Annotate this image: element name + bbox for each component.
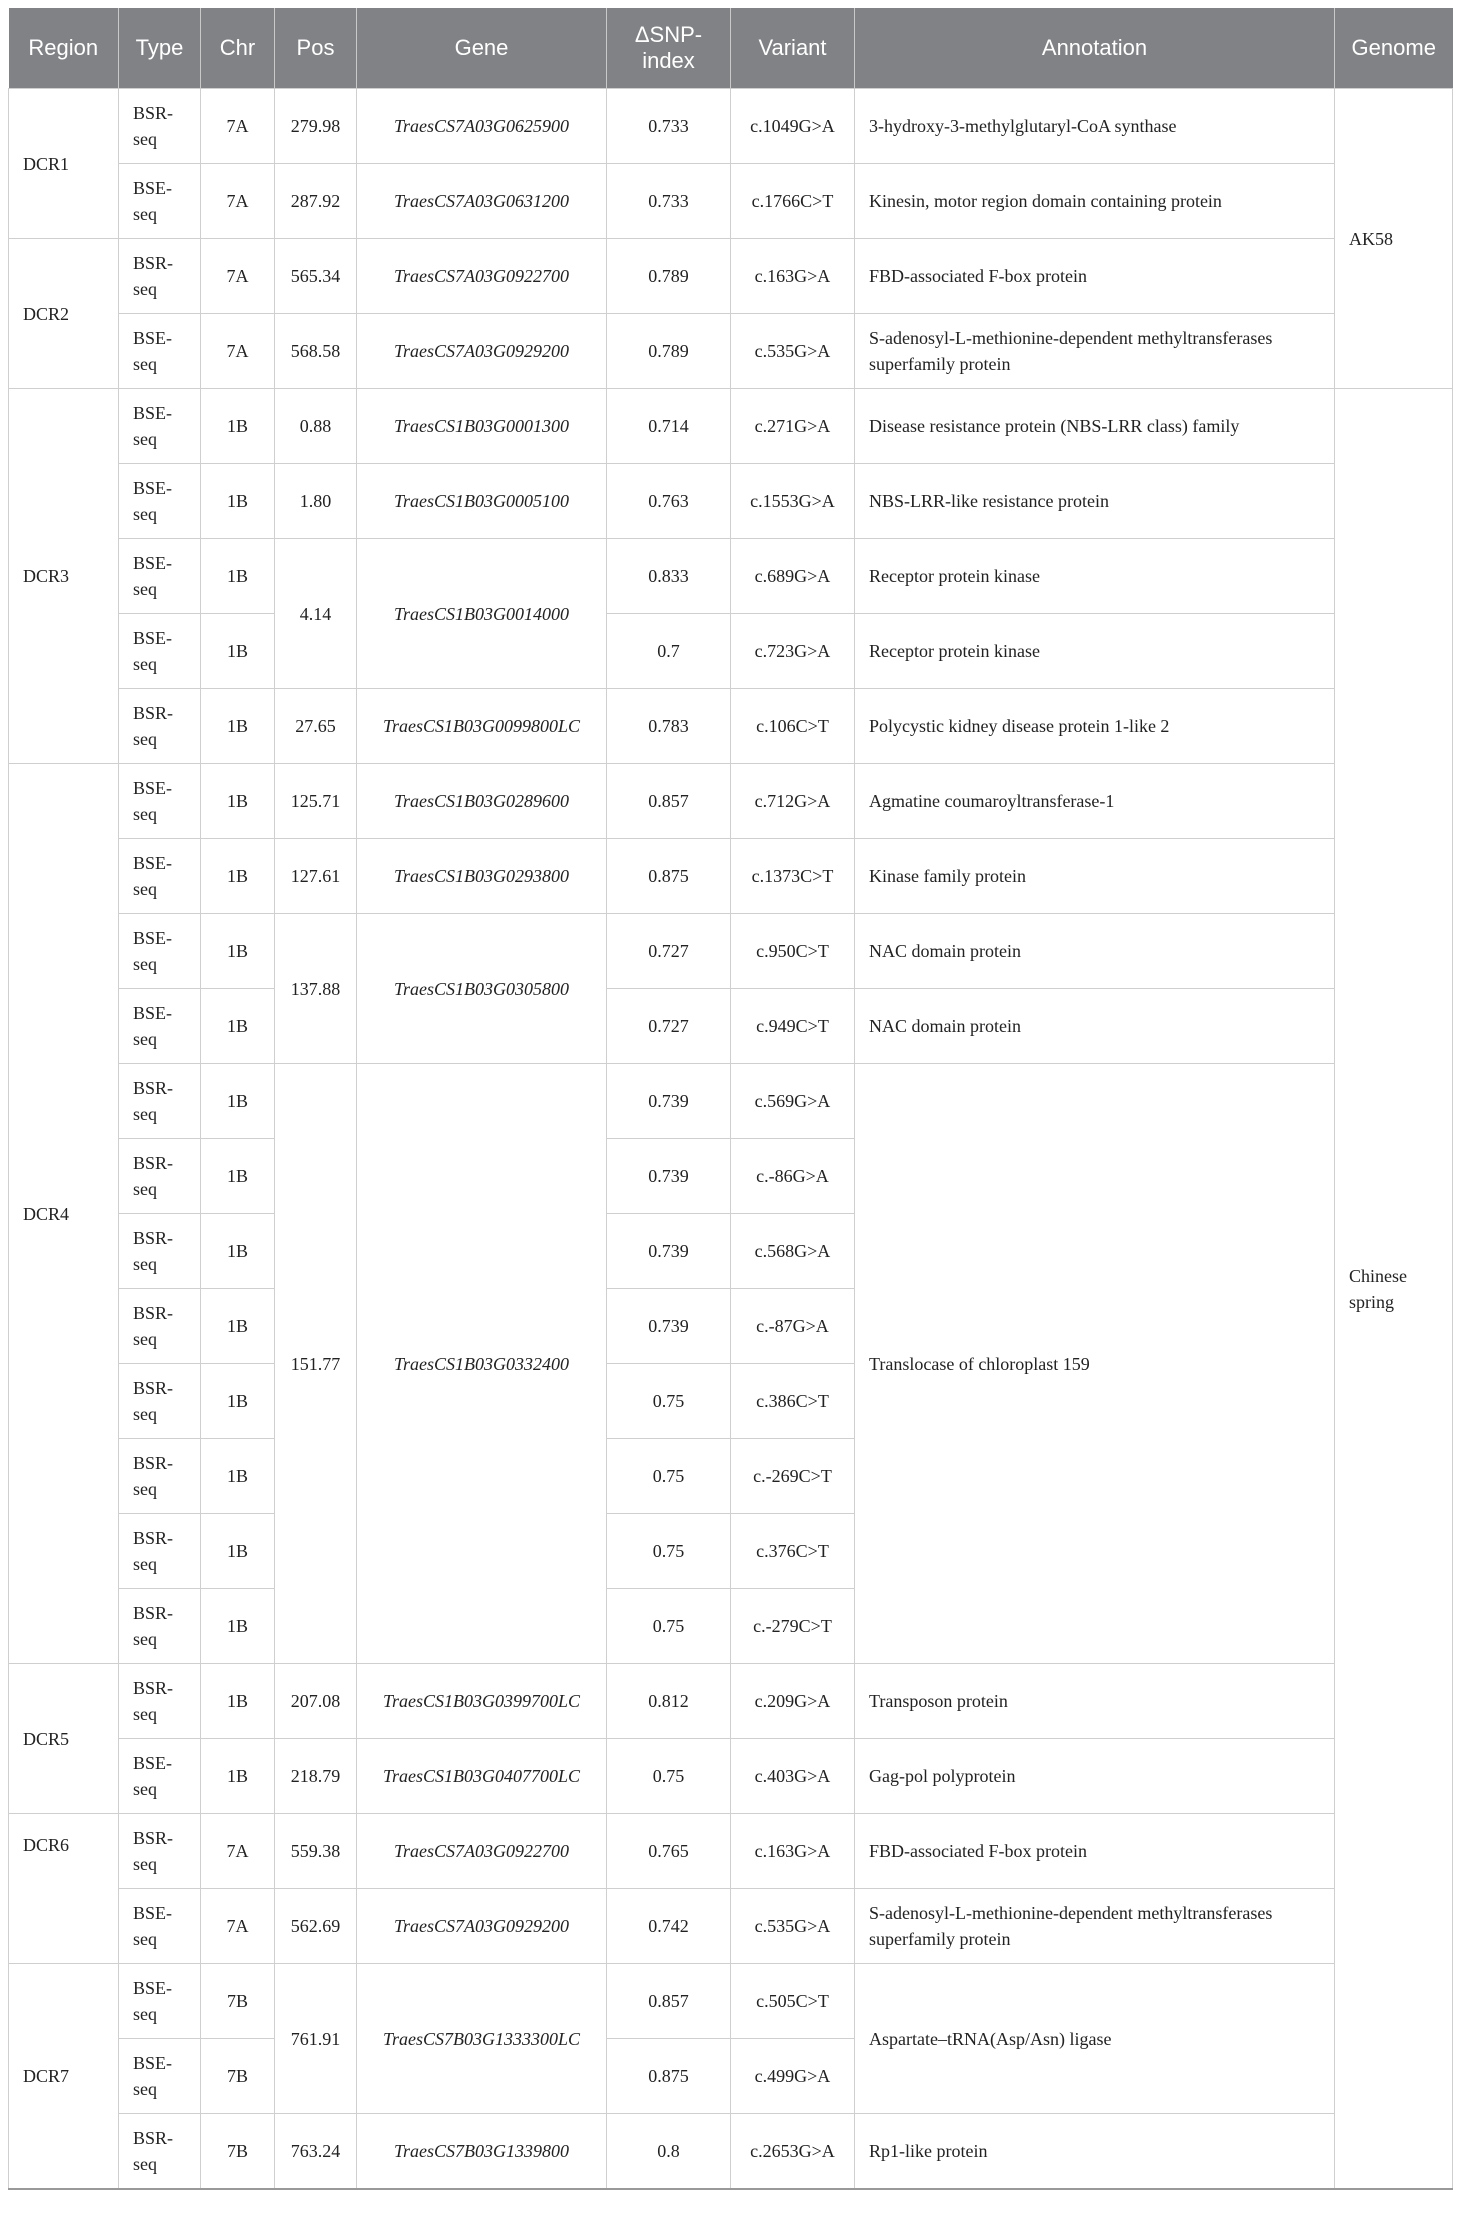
variant-cell: c.-269C>T — [731, 1439, 855, 1514]
chr-cell: 7B — [201, 2039, 275, 2114]
pos-cell: 1.80 — [275, 464, 357, 539]
type-cell: BSE-seq — [119, 164, 201, 239]
chr-cell: 1B — [201, 1589, 275, 1664]
chr-cell: 7A — [201, 314, 275, 389]
table-row — [9, 1064, 1453, 1139]
annotation-cell: Polycystic kidney disease protein 1-like 2 — [855, 689, 1335, 764]
snp-index-cell: 0.75 — [607, 1589, 731, 1664]
chr-cell: 7A — [201, 239, 275, 314]
table-row — [9, 539, 1453, 614]
chr-cell: 1B — [201, 389, 275, 464]
variant-cell: c.1049G>A — [731, 89, 855, 164]
type-cell: BSE-seq — [119, 764, 201, 839]
type-cell: BSE-seq — [119, 1964, 201, 2039]
table-row — [9, 164, 1453, 239]
snp-index-cell: 0.739 — [607, 1214, 731, 1289]
header-variant: Variant — [731, 8, 855, 89]
variant-cell: c.1373C>T — [731, 839, 855, 914]
snp-index-cell: 0.733 — [607, 89, 731, 164]
variant-cell: c.2653G>A — [731, 2114, 855, 2190]
type-cell: BSE-seq — [119, 464, 201, 539]
table-row — [9, 914, 1453, 989]
genome-cell: AK58 — [1335, 89, 1453, 389]
gene-cell: TraesCS7B03G1339800 — [357, 2114, 607, 2190]
snp-index-cell: 0.75 — [607, 1364, 731, 1439]
snp-index-cell: 0.875 — [607, 2039, 731, 2114]
variant-cell: c.950C>T — [731, 914, 855, 989]
annotation-cell: 3-hydroxy-3-methylglutaryl-CoA synthase — [855, 89, 1335, 164]
gene-cell: TraesCS7A03G0929200 — [357, 314, 607, 389]
variant-cell: c.163G>A — [731, 239, 855, 314]
variant-cell: c.712G>A — [731, 764, 855, 839]
annotation-cell: NAC domain protein — [855, 989, 1335, 1064]
annotation-cell: Receptor protein kinase — [855, 614, 1335, 689]
header-region: Region — [9, 8, 119, 89]
pos-cell: 279.98 — [275, 89, 357, 164]
chr-cell: 7B — [201, 2114, 275, 2190]
annotation-cell: Agmatine coumaroyltransferase-1 — [855, 764, 1335, 839]
type-cell: BSR-seq — [119, 1439, 201, 1514]
type-cell: BSR-seq — [119, 1589, 201, 1664]
type-cell: BSR-seq — [119, 2114, 201, 2190]
variant-cell: c.386C>T — [731, 1364, 855, 1439]
table-row — [9, 1889, 1453, 1964]
variant-cell: c.209G>A — [731, 1664, 855, 1739]
chr-cell: 1B — [201, 689, 275, 764]
snp-index-cell: 0.727 — [607, 914, 731, 989]
chr-cell: 1B — [201, 1439, 275, 1514]
gene-cell: TraesCS7A03G0625900 — [357, 89, 607, 164]
pos-cell: 559.38 — [275, 1814, 357, 1889]
table-container — [8, 8, 1452, 2190]
type-cell: BSE-seq — [119, 914, 201, 989]
snp-index-cell: 0.742 — [607, 1889, 731, 1964]
variant-cell: c.568G>A — [731, 1214, 855, 1289]
type-cell: BSR-seq — [119, 1139, 201, 1214]
gene-cell: TraesCS1B03G0099800LC — [357, 689, 607, 764]
snp-index-cell: 0.783 — [607, 689, 731, 764]
type-cell: BSR-seq — [119, 1514, 201, 1589]
snp-index-cell: 0.75 — [607, 1514, 731, 1589]
annotation-cell: FBD-associated F-box protein — [855, 1814, 1335, 1889]
gene-cell: TraesCS1B03G0407700LC — [357, 1739, 607, 1814]
type-cell: BSR-seq — [119, 1814, 201, 1889]
snp-index-cell: 0.789 — [607, 239, 731, 314]
type-cell: BSE-seq — [119, 2039, 201, 2114]
chr-cell: 1B — [201, 539, 275, 614]
annotation-cell: Transposon protein — [855, 1664, 1335, 1739]
variant-cell: c.1553G>A — [731, 464, 855, 539]
region-cell: DCR3 — [9, 389, 119, 764]
variant-cell: c.499G>A — [731, 2039, 855, 2114]
table-row — [9, 689, 1453, 764]
variant-cell: c.271G>A — [731, 389, 855, 464]
type-cell: BSE-seq — [119, 614, 201, 689]
table-row — [9, 1664, 1453, 1739]
pos-cell: 207.08 — [275, 1664, 357, 1739]
snp-index-cell: 0.739 — [607, 1064, 731, 1139]
pos-cell: 565.34 — [275, 239, 357, 314]
pos-cell: 127.61 — [275, 839, 357, 914]
snp-index-cell: 0.727 — [607, 989, 731, 1064]
region-cell: DCR6 — [9, 1814, 119, 1964]
chr-cell: 1B — [201, 1289, 275, 1364]
variant-cell: c.1766C>T — [731, 164, 855, 239]
gene-cell: TraesCS1B03G0332400 — [357, 1064, 607, 1664]
type-cell: BSR-seq — [119, 1214, 201, 1289]
gene-cell: TraesCS7A03G0631200 — [357, 164, 607, 239]
chr-cell: 1B — [201, 1064, 275, 1139]
annotation-cell: FBD-associated F-box protein — [855, 239, 1335, 314]
annotation-cell: Rp1-like protein — [855, 2114, 1335, 2190]
table-row — [9, 314, 1453, 389]
variant-cell: c.505C>T — [731, 1964, 855, 2039]
snp-index-cell: 0.875 — [607, 839, 731, 914]
gene-cell: TraesCS1B03G0305800 — [357, 914, 607, 1064]
chr-cell: 1B — [201, 1739, 275, 1814]
chr-cell: 1B — [201, 839, 275, 914]
type-cell: BSR-seq — [119, 1289, 201, 1364]
variant-cell: c.569G>A — [731, 1064, 855, 1139]
region-cell: DCR7 — [9, 1964, 119, 2190]
region-cell: DCR4 — [9, 764, 119, 1664]
variant-cell: c.535G>A — [731, 314, 855, 389]
header-annotation: Annotation — [855, 8, 1335, 89]
gene-cell: TraesCS1B03G0005100 — [357, 464, 607, 539]
snp-index-cell: 0.833 — [607, 539, 731, 614]
pos-cell: 568.58 — [275, 314, 357, 389]
pos-cell: 761.91 — [275, 1964, 357, 2114]
type-cell: BSR-seq — [119, 1664, 201, 1739]
snp-index-cell: 0.714 — [607, 389, 731, 464]
type-cell: BSE-seq — [119, 1739, 201, 1814]
annotation-cell: Translocase of chloroplast 159 — [855, 1064, 1335, 1664]
snp-index-cell: 0.75 — [607, 1439, 731, 1514]
type-cell: BSR-seq — [119, 1364, 201, 1439]
snp-index-cell: 0.765 — [607, 1814, 731, 1889]
header-snp-index: ΔSNP-index — [607, 8, 731, 89]
type-cell: BSE-seq — [119, 539, 201, 614]
pos-cell: 4.14 — [275, 539, 357, 689]
pos-cell: 137.88 — [275, 914, 357, 1064]
chr-cell: 1B — [201, 1514, 275, 1589]
type-cell: BSR-seq — [119, 1064, 201, 1139]
table-header — [9, 8, 1453, 89]
table-row — [9, 1964, 1453, 2039]
variant-cell: c.-87G>A — [731, 1289, 855, 1364]
variant-cell: c.403G>A — [731, 1739, 855, 1814]
type-cell: BSE-seq — [119, 989, 201, 1064]
variant-cell: c.-279C>T — [731, 1589, 855, 1664]
type-cell: BSE-seq — [119, 1889, 201, 1964]
annotation-cell: Aspartate–tRNA(Asp/Asn) ligase — [855, 1964, 1335, 2114]
table-row — [9, 614, 1453, 689]
pos-cell: 0.88 — [275, 389, 357, 464]
annotation-cell: NAC domain protein — [855, 914, 1335, 989]
variant-cell: c.535G>A — [731, 1889, 855, 1964]
pos-cell: 562.69 — [275, 1889, 357, 1964]
snp-index-cell: 0.75 — [607, 1739, 731, 1814]
header-gene: Gene — [357, 8, 607, 89]
annotation-cell: Kinase family protein — [855, 839, 1335, 914]
variant-cell: c.-86G>A — [731, 1139, 855, 1214]
variant-cell: c.376C>T — [731, 1514, 855, 1589]
snp-index-cell: 0.857 — [607, 764, 731, 839]
pos-cell: 287.92 — [275, 164, 357, 239]
chr-cell: 1B — [201, 1214, 275, 1289]
table-row — [9, 239, 1453, 314]
table-row — [9, 464, 1453, 539]
pos-cell: 125.71 — [275, 764, 357, 839]
gene-cell: TraesCS1B03G0399700LC — [357, 1664, 607, 1739]
chr-cell: 1B — [201, 914, 275, 989]
variant-cell: c.106C>T — [731, 689, 855, 764]
chr-cell: 7A — [201, 1889, 275, 1964]
snp-index-cell: 0.789 — [607, 314, 731, 389]
table-row — [9, 989, 1453, 1064]
chr-cell: 7B — [201, 1964, 275, 2039]
gene-cell: TraesCS7A03G0929200 — [357, 1889, 607, 1964]
pos-cell: 27.65 — [275, 689, 357, 764]
annotation-cell: Gag-pol polyprotein — [855, 1739, 1335, 1814]
table-row — [9, 839, 1453, 914]
snp-index-cell: 0.763 — [607, 464, 731, 539]
annotation-cell: S-adenosyl-L-methionine-dependent methyltransferases superfamily protein — [855, 314, 1335, 389]
chr-cell: 1B — [201, 614, 275, 689]
chr-cell: 7A — [201, 164, 275, 239]
gene-cell: TraesCS1B03G0289600 — [357, 764, 607, 839]
pos-cell: 218.79 — [275, 1739, 357, 1814]
variant-cell: c.723G>A — [731, 614, 855, 689]
type-cell: BSE-seq — [119, 389, 201, 464]
annotation-cell: Kinesin, motor region domain containing protein — [855, 164, 1335, 239]
table-row — [9, 2114, 1453, 2190]
region-cell: DCR2 — [9, 239, 119, 389]
snp-index-cell: 0.739 — [607, 1139, 731, 1214]
type-cell: BSR-seq — [119, 239, 201, 314]
table-row — [9, 89, 1453, 164]
annotation-cell: Disease resistance protein (NBS-LRR class) family — [855, 389, 1335, 464]
header-pos: Pos — [275, 8, 357, 89]
gene-cell: TraesCS1B03G0293800 — [357, 839, 607, 914]
type-cell: BSE-seq — [119, 839, 201, 914]
table-row — [9, 389, 1453, 464]
region-cell: DCR5 — [9, 1664, 119, 1814]
snp-table — [8, 8, 1453, 2190]
snp-index-cell: 0.739 — [607, 1289, 731, 1364]
chr-cell: 1B — [201, 764, 275, 839]
table-row — [9, 764, 1453, 839]
header-chr: Chr — [201, 8, 275, 89]
variant-cell: c.689G>A — [731, 539, 855, 614]
annotation-cell: S-adenosyl-L-methionine-dependent methyltransferases superfamily protein — [855, 1889, 1335, 1964]
chr-cell: 1B — [201, 989, 275, 1064]
chr-cell: 1B — [201, 464, 275, 539]
pos-cell: 151.77 — [275, 1064, 357, 1664]
snp-index-cell: 0.733 — [607, 164, 731, 239]
type-cell: BSR-seq — [119, 689, 201, 764]
table-body — [9, 89, 1453, 2190]
chr-cell: 1B — [201, 1364, 275, 1439]
chr-cell: 1B — [201, 1139, 275, 1214]
pos-cell: 763.24 — [275, 2114, 357, 2190]
variant-cell: c.949C>T — [731, 989, 855, 1064]
gene-cell: TraesCS1B03G0001300 — [357, 389, 607, 464]
header-genome: Genome — [1335, 8, 1453, 89]
header-type: Type — [119, 8, 201, 89]
type-cell: BSR-seq — [119, 89, 201, 164]
annotation-cell: NBS-LRR-like resistance protein — [855, 464, 1335, 539]
gene-cell: TraesCS7A03G0922700 — [357, 239, 607, 314]
chr-cell: 7A — [201, 1814, 275, 1889]
gene-cell: TraesCS7A03G0922700 — [357, 1814, 607, 1889]
genome-cell: Chinese spring — [1335, 389, 1453, 2190]
table-row — [9, 1739, 1453, 1814]
chr-cell: 1B — [201, 1664, 275, 1739]
variant-cell: c.163G>A — [731, 1814, 855, 1889]
annotation-cell: Receptor protein kinase — [855, 539, 1335, 614]
snp-index-cell: 0.857 — [607, 1964, 731, 2039]
snp-index-cell: 0.812 — [607, 1664, 731, 1739]
region-cell: DCR1 — [9, 89, 119, 239]
snp-index-cell: 0.7 — [607, 614, 731, 689]
gene-cell: TraesCS1B03G0014000 — [357, 539, 607, 689]
gene-cell: TraesCS7B03G1333300LC — [357, 1964, 607, 2114]
type-cell: BSE-seq — [119, 314, 201, 389]
table-row — [9, 1814, 1453, 1889]
chr-cell: 7A — [201, 89, 275, 164]
snp-index-cell: 0.8 — [607, 2114, 731, 2190]
